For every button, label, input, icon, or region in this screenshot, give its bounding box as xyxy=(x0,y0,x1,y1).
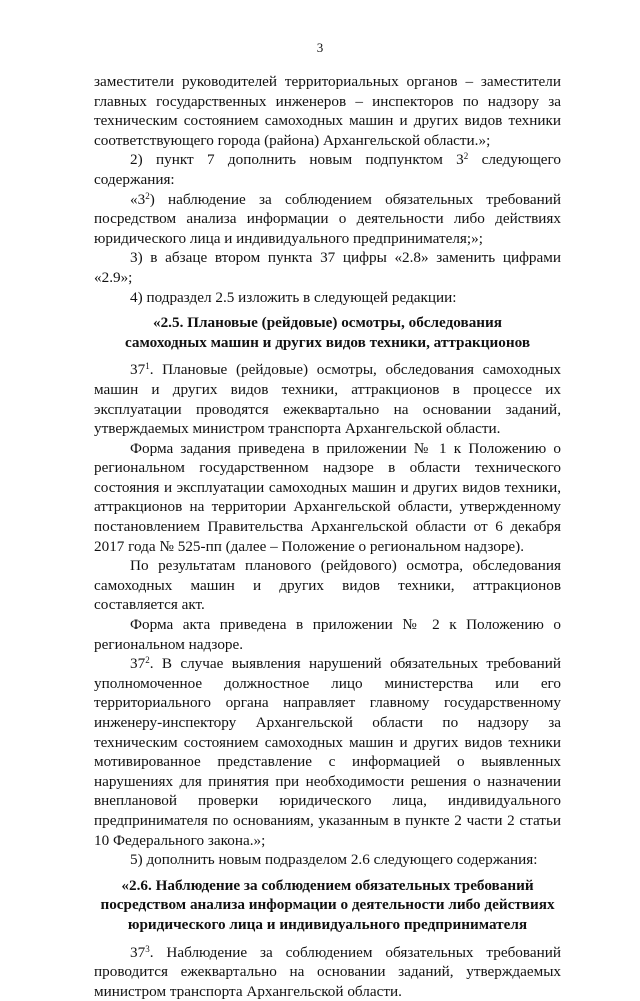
paragraph: По результатам планового (рейдового) осмотра, обследования самоходных машин и других видов техники, аттракционов составляется акт. xyxy=(94,557,561,614)
page-number: 3 xyxy=(316,40,324,55)
document-body xyxy=(94,72,561,1001)
paragraph: заместители руководителей территориальных органов – заместители главных государственных инженеров – инспекторов по надзору за техническим состоянием самоходных машин и других видов техники соответствующего города (района) Архангельской области.»; xyxy=(94,73,561,149)
paragraph: 2) пункт 7 дополнить новым подпунктом $3^2$ следующего содержания: xyxy=(94,151,561,188)
paragraph: Форма акта приведена в приложении № 2 к Положению о региональном надзоре. xyxy=(94,616,561,653)
section-heading-2-5: «2.5. Плановые (рейдовые) осмотры, обследования самоходных машин и других видов техники, аттракционов xyxy=(124,314,531,351)
paragraph: 3) в абзаце втором пункта 37 цифры «2.8» заменить цифрами «2.9»; xyxy=(94,249,561,286)
paragraph: «$3^2$) наблюдение за соблюдением обязательных требований посредством анализа информации о деятельности либо действиях юридического лица и индивидуального предпринимателя;»; xyxy=(94,190,561,247)
paragraph: $37^3$. Наблюдение за соблюдением обязательных требований проводится ежеквартально на основании заданий, утверждаемых министром транспорта Архангельской области. xyxy=(94,943,561,1000)
paragraph: Форма задания приведена в приложении № 1 к Положению о региональном государственном надзоре в области технического состояния и эксплуатации самоходных машин и других видов техники, аттракционов на территории Архангельской области, утвержденному постановлением Правительства Архангельской области от 6 декабря 2017 года № 525-пп (далее – Положение о региональном надзоре). xyxy=(94,439,561,555)
paragraph: $37^2$. В случае выявления нарушений обязательных требований уполномоченное должностное лицо министерства или его территориального органа направляет главному государственному инженеру-инспектору Архангельской области по надзору за техническим состоянием самоходных машин и других видов техники мотивированное представление с информацией о выявленных нарушениях для принятия при необходимости решения о назначении внеплановой проверки юридического лица, индивидуального предпринимателя по основаниям, указанным в пункте 2 части 2 статьи 10 Федерального закона.»; xyxy=(94,655,561,849)
paragraph: 4) подраздел 2.5 изложить в следующей редакции: xyxy=(130,288,457,306)
paragraph: $37^1$. Плановые (рейдовые) осмотры, обследования самоходных машин и других видов техники, аттракционов в процессе их эксплуатации проводятся ежеквартально на основании заданий, утверждаемых министром транспорта Архангельской области. xyxy=(94,361,561,438)
section-heading-2-6: «2.6. Наблюдение за соблюдением обязательных требований посредством анализа информации о деятельности либо действиях юридического лица и индивидуального предпринимателя xyxy=(100,876,555,933)
paragraph: 5) дополнить новым подразделом 2.6 следующего содержания: xyxy=(130,851,538,869)
